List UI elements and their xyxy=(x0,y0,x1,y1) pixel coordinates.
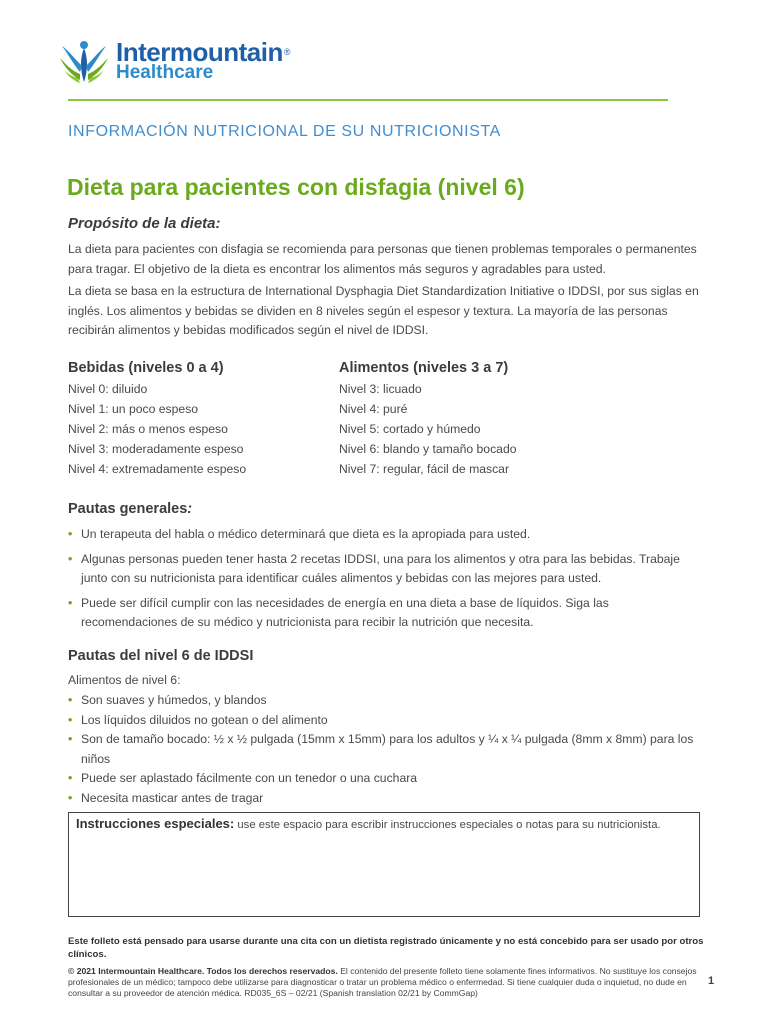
drinks-item: Nivel 4: extremadamente espeso xyxy=(68,462,247,476)
drinks-item: Nivel 2: más o menos espeso xyxy=(68,422,228,436)
list-item: • Un terapeuta del habla o médico determinará que dieta es la apropiada para usted. xyxy=(68,525,708,545)
footer-notice: Este folleto está pensado para usarse durante una cita con un dietista registrado únicamente y no está concebido para ser usado por otros clínicos. xyxy=(68,936,704,960)
special-instructions-label: Instrucciones especiales: xyxy=(76,816,235,831)
foods-item: Nivel 3: licuado xyxy=(339,382,422,396)
drinks-item: Nivel 3: moderadamente espeso xyxy=(68,442,244,456)
bullet-icon: • xyxy=(68,595,73,610)
purpose-heading: Propósito de la dieta: xyxy=(68,215,221,232)
special-instructions-box[interactable] xyxy=(68,812,700,917)
intermountain-logo xyxy=(58,36,318,86)
bullet-icon: • xyxy=(68,790,73,805)
page-title: Dieta para pacientes con disfagia (nivel 6) xyxy=(67,174,525,200)
foods-item: Nivel 5: cortado y húmedo xyxy=(339,422,481,436)
logo-registered-mark: ® xyxy=(283,47,290,57)
list-item: • Son de tamaño bocado: ½ x ½ pulgada (15mm x 15mm) para los adultos y ¼ x ¼ pulgada (8mm x 8mm) para los niños xyxy=(68,732,694,766)
list-item: • Son suaves y húmedos, y blandos xyxy=(68,691,708,711)
foods-item: Nivel 6: blando y tamaño bocado xyxy=(339,442,517,456)
drinks-item: Nivel 1: un poco espeso xyxy=(68,402,199,416)
level6-heading: Pautas del nivel 6 de IDDSI xyxy=(68,648,254,664)
bullet-icon: • xyxy=(68,771,73,785)
drinks-column xyxy=(68,360,328,479)
drinks-item: Nivel 0: diluido xyxy=(68,382,148,396)
general-list xyxy=(68,525,708,638)
footer-disclaimer: El contenido del presente folleto tiene solamente fines informativos. No sustituye los consejos profesionales de un médico; tampoco debe utilizarse para diagnosticar o tratar un problema médico o enfermedad. Si tiene cualquier duda o inquietud, no dude en consultar a su proveedor de atención médica. RD035_6S – 02/21 (Spanish translation 02/21 by CommGap) xyxy=(68,966,697,998)
general-heading: Pautas generales xyxy=(68,501,188,517)
drinks-heading: Bebidas (niveles 0 a 4) xyxy=(68,360,224,376)
list-item: • Puede ser aplastado fácilmente con un tenedor o una cuchara xyxy=(68,769,708,789)
list-item: • Necesita masticar antes de tragar xyxy=(68,789,708,809)
bullet-icon: • xyxy=(68,712,73,727)
foods-item: Nivel 4: puré xyxy=(339,402,408,416)
header-rule xyxy=(68,99,668,101)
bullet-icon: • xyxy=(68,551,73,566)
section-heading: INFORMACIÓN NUTRICIONAL DE SU NUTRICIONISTA xyxy=(68,123,501,140)
foods-heading: Alimentos (niveles 3 a 7) xyxy=(339,360,509,376)
footer-copyright: © 2021 Intermountain Healthcare. Todos los derechos reservados. xyxy=(68,966,338,976)
foods-item: Nivel 7: regular, fácil de mascar xyxy=(339,462,510,476)
special-instructions-text: use este espacio para escribir instrucciones especiales o notas para su nutricionista. xyxy=(234,819,661,831)
bullet-icon: • xyxy=(68,527,73,541)
purpose-paragraph-1: La dieta para pacientes con disfagia se recomienda para personas que tienen problemas temporales o permanentes para tragar. El objetivo de la dieta es encontrar los alimentos más seguros y agradables para usted. xyxy=(68,242,697,276)
page-number: 1 xyxy=(708,975,715,987)
list-item: • Los líquidos diluidos no gotean o del alimento xyxy=(68,711,708,731)
level6-intro: Alimentos de nivel 6: xyxy=(68,673,181,687)
logo-wordmark: Intermountain xyxy=(116,37,283,67)
purpose-paragraph-2: La dieta se basa en la estructura de International Dysphagia Diet Standardization Initiative o IDDSI, por sus siglas en inglés. Los alimentos y bebidas se dividen en 8 niveles según el espesor y textura. La mayoría de las personas recibirán alimentos y bebidas modificados según el nivel de IDDSI. xyxy=(68,284,699,337)
list-item: • Algunas personas pueden tener hasta 2 recetas IDDSI, una para los alimentos y otra para las bebidas. Trabaje junto con su nutricionista para identificar cuáles alimentos y bebidas con las mejores para usted. xyxy=(68,551,680,585)
level6-list xyxy=(68,691,708,808)
foods-column xyxy=(339,360,599,479)
logo-figure-icon xyxy=(58,40,110,84)
bullet-icon: • xyxy=(68,732,73,746)
bullet-icon: • xyxy=(68,693,73,707)
logo-subtitle: Healthcare xyxy=(116,62,214,83)
list-item: • Puede ser difícil cumplir con las necesidades de energía en una dieta a base de líquidos. Siga las recomendaciones de su médico y nutricionista para recibir la nutrición que necesita. xyxy=(68,595,609,629)
general-heading-colon: : xyxy=(187,501,193,517)
